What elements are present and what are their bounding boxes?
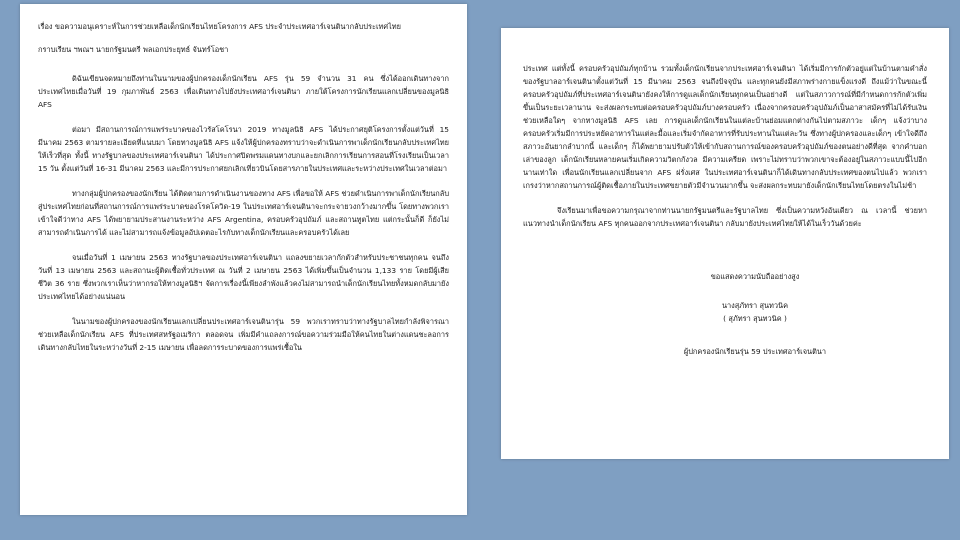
- letter-page-1: [20, 4, 467, 515]
- letter-page-2: [501, 28, 949, 459]
- signer-name-parenthesized: ( สุภัทรา สุนทวนิค ): [723, 314, 787, 323]
- paragraph-4: จนเมื่อวันที่ 1 เมษายน 2563 ทางรัฐบาลของประเทศอาร์เจนตินา แถลงขยายเวลากักตัวสำหรับประชาชนทุกคน จนถึงวันที่ 13 เมษายน 2563 และสถานะผู้ติดเชื้อทั่วประเทศ ณ วันที่ 2 เมษายน 2563 ได้เพิ่มขึ้นเป็นจำนวน 1,133 ราย โดยมีผู้เสียชีวิต 36 ราย ซึ่งพวกเราเห็นว่าหากรอให้ทางมูลนิธิฯ จัดการเรื่องนี้เพียงลำพังแล้วคงไม่สามารถนำเด็กนักเรียนไทยทั้งหมดกลับมายังประเทศไทยได้อย่างแน่นอน: [38, 253, 449, 301]
- signer-name: นางสุภัทรา สุนทวนิค: [721, 301, 789, 310]
- closing-regards: ขอแสดงความนับถืออย่างสูง: [710, 272, 800, 281]
- signer-position: ผู้ปกครองนักเรียนรุ่น 59 ประเทศอาร์เจนตินา: [683, 347, 827, 356]
- letter-subject: เรื่อง ขอความอนุเคราะห์ในการช่วยเหลือเด็กนักเรียนไทยโครงการ AFS ประจำประเทศอาร์เจนตินากลับประเทศไทย: [38, 22, 401, 31]
- paragraph-5: ในนามของผู้ปกครองของนักเรียนแลกเปลี่ยนประเทศอาร์เจนตินารุ่น 59 พวกเราทราบว่าทางรัฐบาลไทยกำลังพิจารณาช่วยเหลือเด็กนักเรียน AFS ที่ประเทศสหรัฐอเมริกา ตลอดจน เพิ่มมีคำแถลงการณ์ขอความร่วมมือให้คนไทยในต่างแดนชะลอการเดินทางกลับไทยในระหว่างวันที่ 2-15 เมษายน เพื่อลดการระบาดของการแพร่เชื้อใน: [38, 317, 449, 352]
- letter-closing: [523, 270, 927, 358]
- paragraph-6: ประเทศ แต่ทั้งนี้ ครอบครัวอุปถัมภ์ทุกบ้าน รวมทั้งเด็กนักเรียนจากประเทศอาร์เจนตินา ได้เริ่มมีการกักตัวอยู่แต่ในบ้านตามคำสั่งของรัฐบาลอาร์เจนตินาตั้งแต่วันที่ 15 มีนาคม 2563 จนถึงปัจจุบัน และทุกคนยังมีสภาพร่างกายแข็งแรงดี ถึงแม้ว่าในขณะนี้ครอบครัวอุปถัมภ์ที่ประเทศอาร์เจนตินายังคงให้การดูแลเด็กนักเรียนทุกคนเป็นอย่างดี แต่ในสภาวการณ์ที่มีกำหนดการกักตัวเพิ่มขึ้นเป็นระยะเวลานาน จะส่งผลกระทบต่อครอบครัวอุปถัมภ์บางครอบครัว เนื่องจากครอบครัวอุปถัมภ์เป็นอาสาสมัครที่ไม่ได้รับเงินช่วยเหลือใดๆ จากทางมูลนิธิ AFS เลย การดูแลเด็กนักเรียนในแต่ละบ้านย่อมแตกต่างกันไปตามสภาวะ เด็กๆ แจ้งว่าบางครอบครัวเริ่มมีการประหยัดอาหารในแต่ละมื้อและเริ่มจำกัดอาหารที่รับประทานในแต่ละวัน ซึ่งทางผู้ปกครองและเด็กๆ เข้าใจดีถึงสภาวะอันยากลำบากนี้ และเด็กๆ ก็ได้พยายามปรับตัวให้เข้ากับสถานการณ์ของครอบครัวอุปถัมภ์ของตนอย่างดีที่สุด จากคำบอกเล่าของลูก เด็กนักเรียนหลายคนเริ่มเกิดความวิตกกังวล มีความเครียด เพราะไม่ทราบว่าพวกเขาจะต้องอยู่ในสภาวะแบบนี้ไปอีกนานเท่าใด เพื่อนนักเรียนแลกเปลี่ยนจาก AFS ฝรั่งเศส ในประเทศอาร์เจนตินาก็ได้เดินทางกลับประเทศของตนไปแล้ว พวกเราเกรงว่าหากสถานการณ์ผู้ติดเชื้อภายในประเทศขยายตัวมีจำนวนมากขึ้น จะส่งผลกระทบมายังเด็กนักเรียนไทยโดยตรงในไม่ช้า: [523, 64, 927, 190]
- paragraph-7: จึงเรียนมาเพื่อขอความกรุณาจากท่านนายกรัฐมนตรีและรัฐบาลไทย ซึ่งเป็นความหวังอันเดียว ณ เวลานี้ ช่วยหาแนวทางนำเด็กนักเรียน AFS ทุกคนออกจากประเทศอาร์เจนตินา กลับมายังประเทศไทยให้ได้ในเร็ววันด้วยค่ะ: [523, 206, 927, 228]
- paragraph-3: ทางกลุ่มผู้ปกครองของนักเรียน ได้ติดตามการดำเนินงานของทาง AFS เพื่อขอให้ AFS ช่วยดำเนินการพาเด็กนักเรียนกลับสู่ประเทศไทยก่อนที่สถานการณ์การแพร่ระบาดของโรคโควิด-19 ในประเทศอาร์เจนตินาจะกระจายวงกว้างมากขึ้น โดยทางพวกเราเข้าใจดีว่าทาง AFS ได้พยายามประสานงานระหว่าง AFS Argentina, ครอบครัวอุปถัมภ์ และสถานทูตไทย แต่กระนั้นก็ดี ก็ยังไม่สามารถดำเนินการได้ และไม่สามารถแจ้งข้อมูลอัปเดตอะไรกับทางเด็กนักเรียนและครอบครัวได้เลย: [38, 189, 450, 237]
- letter-salutation: กราบเรียน ฯพณฯ นายกรัฐมนตรี พลเอกประยุทธ์ จันทร์โอชา: [38, 45, 229, 54]
- paragraph-1: ดิฉันเขียนจดหมายถึงท่านในนามของผู้ปกครองเด็กนักเรียน AFS รุ่น 59 จำนวน 31 คน ซึ่งได้ออกเดินทางจากประเทศไทยเมื่อวันที่ 19 กุมภาพันธ์ 2563 เพื่อเดินทางไปยังประเทศอาร์เจนตินา ภายใต้โครงการนักเรียนแลกเปลี่ยนของมูลนิธิ AFS: [38, 74, 449, 109]
- paragraph-2: ต่อมา มีสถานการณ์การแพร่ระบาดของไวรัสโคโรนา 2019 ทางมูลนิธิ AFS ได้ประกาศยุติโครงการตั้งแต่วันที่ 15 มีนาคม 2563 ตามรายละเอียดที่แนบมา โดยทางมูลนิธิ AFS แจ้งให้ผู้ปกครองทราบว่าจะดำเนินการพาเด็กนักเรียนกลับประเทศไทยให้เร็วที่สุด ทั้งนี้ ทางรัฐบาลของประเทศอาร์เจนตินา ได้ประกาศปิดพรมแดนทางบกและยกเลิกการเรียนการสอนที่โรงเรียนเป็นเวลา 15 วัน ตั้งแต่วันที่ 16-31 มีนาคม 2563 และมีการประกาศยกเลิกเที่ยวบินโดยสารภายในประเทศและระหว่างประเทศในเวลาต่อมา: [38, 125, 449, 173]
